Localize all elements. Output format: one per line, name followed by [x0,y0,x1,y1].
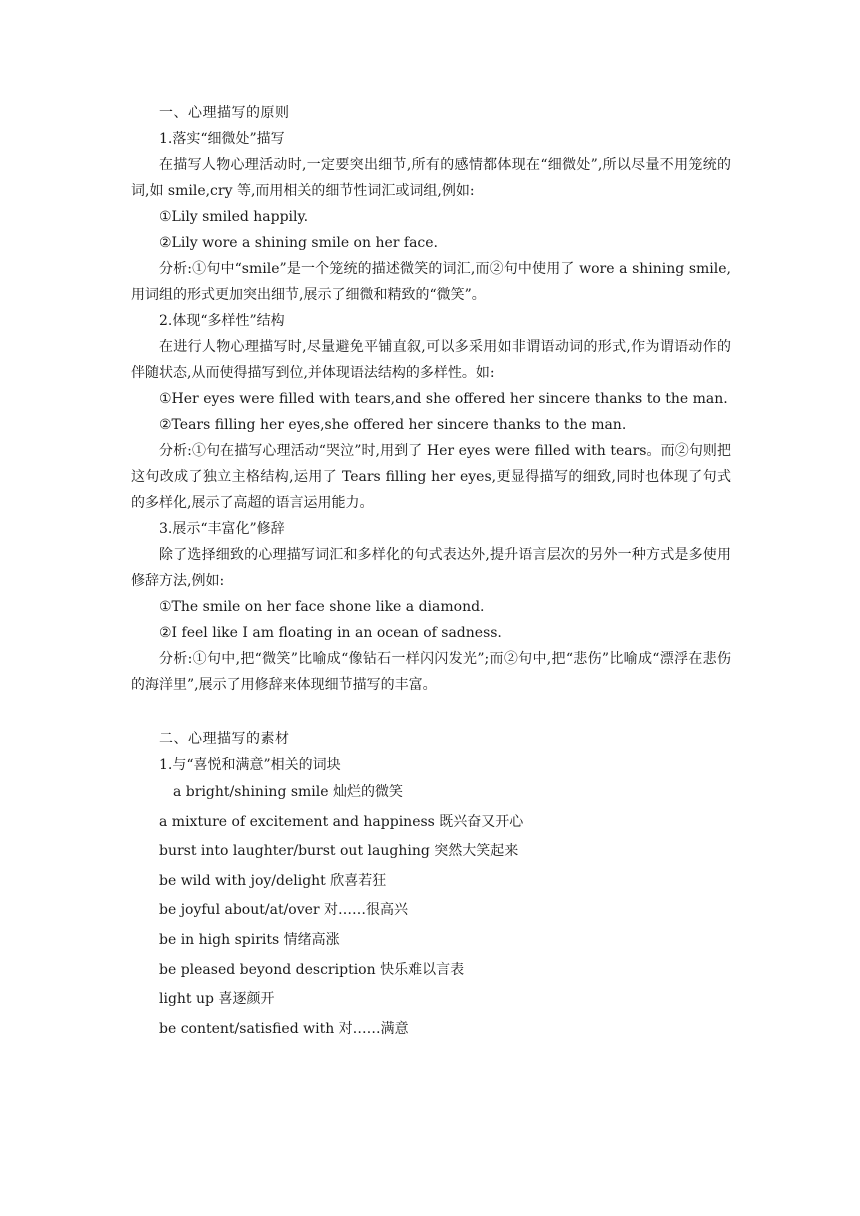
subheading: 2.体现“多样性”结构 [159,313,285,329]
analysis-paragraph: 分析:①句中,把“微笑”比喻成“像钻石一样闪闪发光”;而②句中,把“悲伤”比喻成“漂浮在悲伤的海洋里”,展示了用修辞来体现细节描写的丰富。 [131,651,731,693]
vocab-item: be in high spirits 情绪高涨 [159,931,340,948]
example-sentence: ②Tears filling her eyes,she offered her sincere thanks to the man. [159,417,627,433]
example-sentence: ①Lily smiled happily. [159,209,309,225]
subheading: 3.展示“丰富化”修辞 [159,521,285,537]
subheading: 1.与“喜悦和满意”相关的词块 [159,757,341,773]
analysis-paragraph: 分析:①句中“smile”是一个笼统的描述微笑的词汇,而②句中使用了 wore a shining smile,用词组的形式更加突出细节,展示了细微和精致的“微笑”。 [131,261,731,303]
vocab-item: be content/satisfied with 对……满意 [159,1020,409,1037]
section-title: 二、心理描写的素材 [159,731,290,747]
paragraph: 在描写人物心理活动时,一定要突出细节,所有的感情都体现在“细微处”,所以尽量不用笼统的词,如 smile,cry 等,而用相关的细节性词汇或词组,例如: [131,157,731,199]
example-sentence: ①The smile on her face shone like a diamond. [159,599,485,615]
vocab-item: be joyful about/at/over 对……很高兴 [159,902,409,919]
example-sentence: ②Lily wore a shining smile on her face. [159,235,438,251]
analysis-paragraph: 分析:①句在描写心理活动“哭泣”时,用到了 Her eyes were filled with tears。而②句则把这句改成了独立主格结构,运用了 Tears filling her eyes,更显得描写的细致,同时也体现了句式的多样化,展示了高超的语言运用能力。 [131,443,731,511]
vocab-item: be wild with joy/delight 欣喜若狂 [159,872,387,889]
paragraph: 除了选择细致的心理描写词汇和多样化的句式表达外,提升语言层次的另外一种方式是多使用修辞方法,例如: [131,547,731,589]
vocab-item: burst into laughter/burst out laughing 突然大笑起来 [159,843,519,860]
example-sentence: ②I feel like I am floating in an ocean of sadness. [159,625,502,641]
vocab-item: be pleased beyond description 快乐难以言表 [159,961,465,978]
vocab-item: a mixture of excitement and happiness 既兴奋又开心 [159,813,524,830]
section-title: 一、心理描写的原则 [159,105,290,121]
vocab-item: light up 喜逐颜开 [159,991,275,1008]
subheading: 1.落实“细微处”描写 [159,131,285,147]
paragraph: 在进行人物心理描写时,尽量避免平铺直叙,可以多采用如非谓语动词的形式,作为谓语动作的伴随状态,从而使得描写到位,并体现语法结构的多样性。如: [131,339,731,381]
example-sentence: ①Her eyes were filled with tears,and she offered her sincere thanks to the man. [159,391,728,407]
vocab-item: a bright/shining smile 灿烂的微笑 [173,784,404,800]
section-gap [131,698,731,726]
document-content [131,100,731,1044]
